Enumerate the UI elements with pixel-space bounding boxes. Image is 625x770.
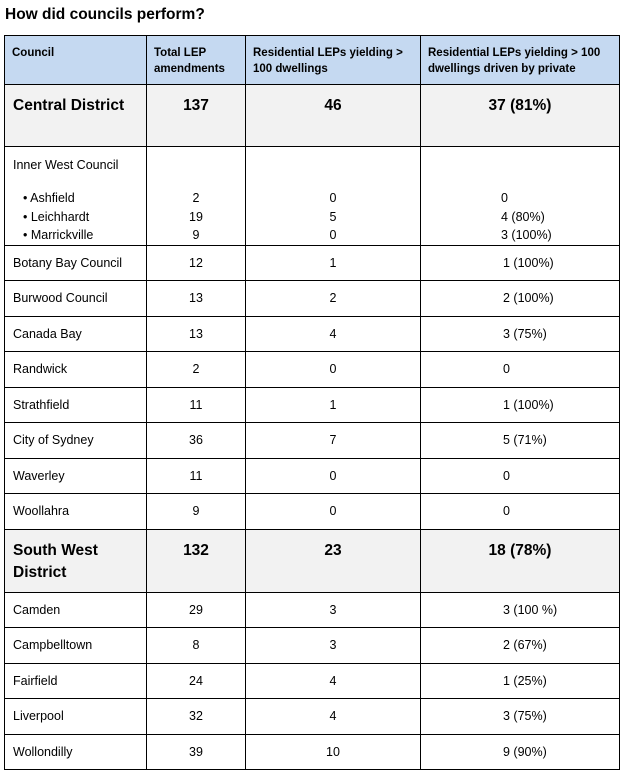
- table-row: [5, 245, 620, 281]
- council-name: Strathfield: [5, 387, 147, 423]
- district-name: South West District: [5, 529, 147, 592]
- value-residential: 0: [329, 228, 337, 242]
- value-private: 1 (25%): [421, 663, 620, 699]
- value-residential: 3: [246, 592, 421, 628]
- value-total: 19: [189, 209, 203, 224]
- value-residential: 0: [246, 494, 421, 530]
- table-row: [5, 699, 620, 735]
- council-name: Inner West Council: [13, 158, 119, 172]
- value-private: 0: [421, 494, 620, 530]
- value-total: 32: [147, 699, 246, 735]
- table-row: [5, 592, 620, 628]
- table-row: [5, 281, 620, 317]
- table-row: [5, 316, 620, 352]
- value-total: 39: [147, 734, 246, 770]
- district-total: 137: [147, 85, 246, 147]
- value-residential: 7: [246, 423, 421, 459]
- table-row: [5, 734, 620, 770]
- council-name: Waverley: [5, 458, 147, 494]
- value-total: 2: [147, 352, 246, 388]
- value-total: 36: [147, 423, 246, 459]
- value-residential: 5: [329, 209, 337, 224]
- value-private: 3 (75%): [421, 699, 620, 735]
- council-name: Canada Bay: [5, 316, 147, 352]
- inner-west-private-cell: [421, 147, 620, 246]
- council-name: Woollahra: [5, 494, 147, 530]
- district-private: 37 (81%): [421, 85, 620, 147]
- value-residential: 1: [246, 245, 421, 281]
- value-residential: 4: [246, 663, 421, 699]
- council-performance-table: [4, 35, 620, 770]
- value-residential: 4: [246, 699, 421, 735]
- district-row-south-west: [5, 529, 620, 592]
- inner-west-council-cell: [5, 147, 147, 246]
- value-total: 12: [147, 245, 246, 281]
- value-private: 2 (67%): [421, 628, 620, 664]
- header-private-lep: Residential LEPs yielding > 100 dwellings driven by private: [421, 36, 620, 85]
- value-private: 2 (100%): [421, 281, 620, 317]
- district-residential: 23: [246, 529, 421, 592]
- table-row: [5, 628, 620, 664]
- table-row-inner-west: [5, 147, 620, 246]
- value-private: 1 (100%): [421, 245, 620, 281]
- table-row: [5, 387, 620, 423]
- value-private: 3 (100%): [501, 228, 552, 242]
- value-total: 29: [147, 592, 246, 628]
- sub-council-leichhardt: • Leichhardt: [23, 209, 90, 224]
- council-name: Wollondilly: [5, 734, 147, 770]
- value-private: 1 (100%): [421, 387, 620, 423]
- value-residential: 3: [246, 628, 421, 664]
- table-row: [5, 458, 620, 494]
- council-name: City of Sydney: [5, 423, 147, 459]
- district-private: 18 (78%): [421, 529, 620, 592]
- value-residential: 2: [246, 281, 421, 317]
- council-name: Camden: [5, 592, 147, 628]
- value-residential: 0: [246, 352, 421, 388]
- value-total: 8: [147, 628, 246, 664]
- value-total: 9: [192, 228, 200, 242]
- district-name: Central District: [5, 85, 147, 147]
- value-residential: 4: [246, 316, 421, 352]
- council-name: Liverpool: [5, 699, 147, 735]
- sub-council-marrickville: • Marrickville: [23, 228, 94, 242]
- value-residential: 10: [246, 734, 421, 770]
- header-residential-lep: Residential LEPs yielding > 100 dwellings: [246, 36, 421, 85]
- value-total: 13: [147, 281, 246, 317]
- table-header-row: [5, 36, 620, 85]
- value-private: 5 (71%): [421, 423, 620, 459]
- table-row: [5, 352, 620, 388]
- council-name: Botany Bay Council: [5, 245, 147, 281]
- table-row: [5, 423, 620, 459]
- council-name: Randwick: [5, 352, 147, 388]
- value-private: 3 (100 %): [421, 592, 620, 628]
- value-residential: 0: [329, 191, 337, 205]
- council-name: Fairfield: [5, 663, 147, 699]
- value-total: 13: [147, 316, 246, 352]
- value-private: 9 (90%): [421, 734, 620, 770]
- district-row-central: [5, 85, 620, 147]
- header-total-lep: Total LEP amendments: [147, 36, 246, 85]
- table-row: [5, 663, 620, 699]
- council-name: Burwood Council: [5, 281, 147, 317]
- council-name: Campbelltown: [5, 628, 147, 664]
- value-total: 9: [147, 494, 246, 530]
- table-row: [5, 494, 620, 530]
- header-council: Council: [5, 36, 147, 85]
- sub-council-ashfield: • Ashfield: [23, 191, 75, 205]
- district-residential: 46: [246, 85, 421, 147]
- inner-west-total-cell: [147, 147, 246, 246]
- page-title: How did councils perform?: [5, 6, 205, 23]
- value-private: 4 (80%): [501, 209, 545, 224]
- value-private: 0: [501, 191, 508, 205]
- inner-west-residential-cell: [246, 147, 421, 246]
- value-total: 2: [192, 191, 200, 205]
- value-total: 11: [147, 458, 246, 494]
- value-private: 3 (75%): [421, 316, 620, 352]
- value-residential: 1: [246, 387, 421, 423]
- district-total: 132: [147, 529, 246, 592]
- value-private: 0: [421, 458, 620, 494]
- value-residential: 0: [246, 458, 421, 494]
- value-total: 11: [147, 387, 246, 423]
- value-total: 24: [147, 663, 246, 699]
- value-private: 0: [421, 352, 620, 388]
